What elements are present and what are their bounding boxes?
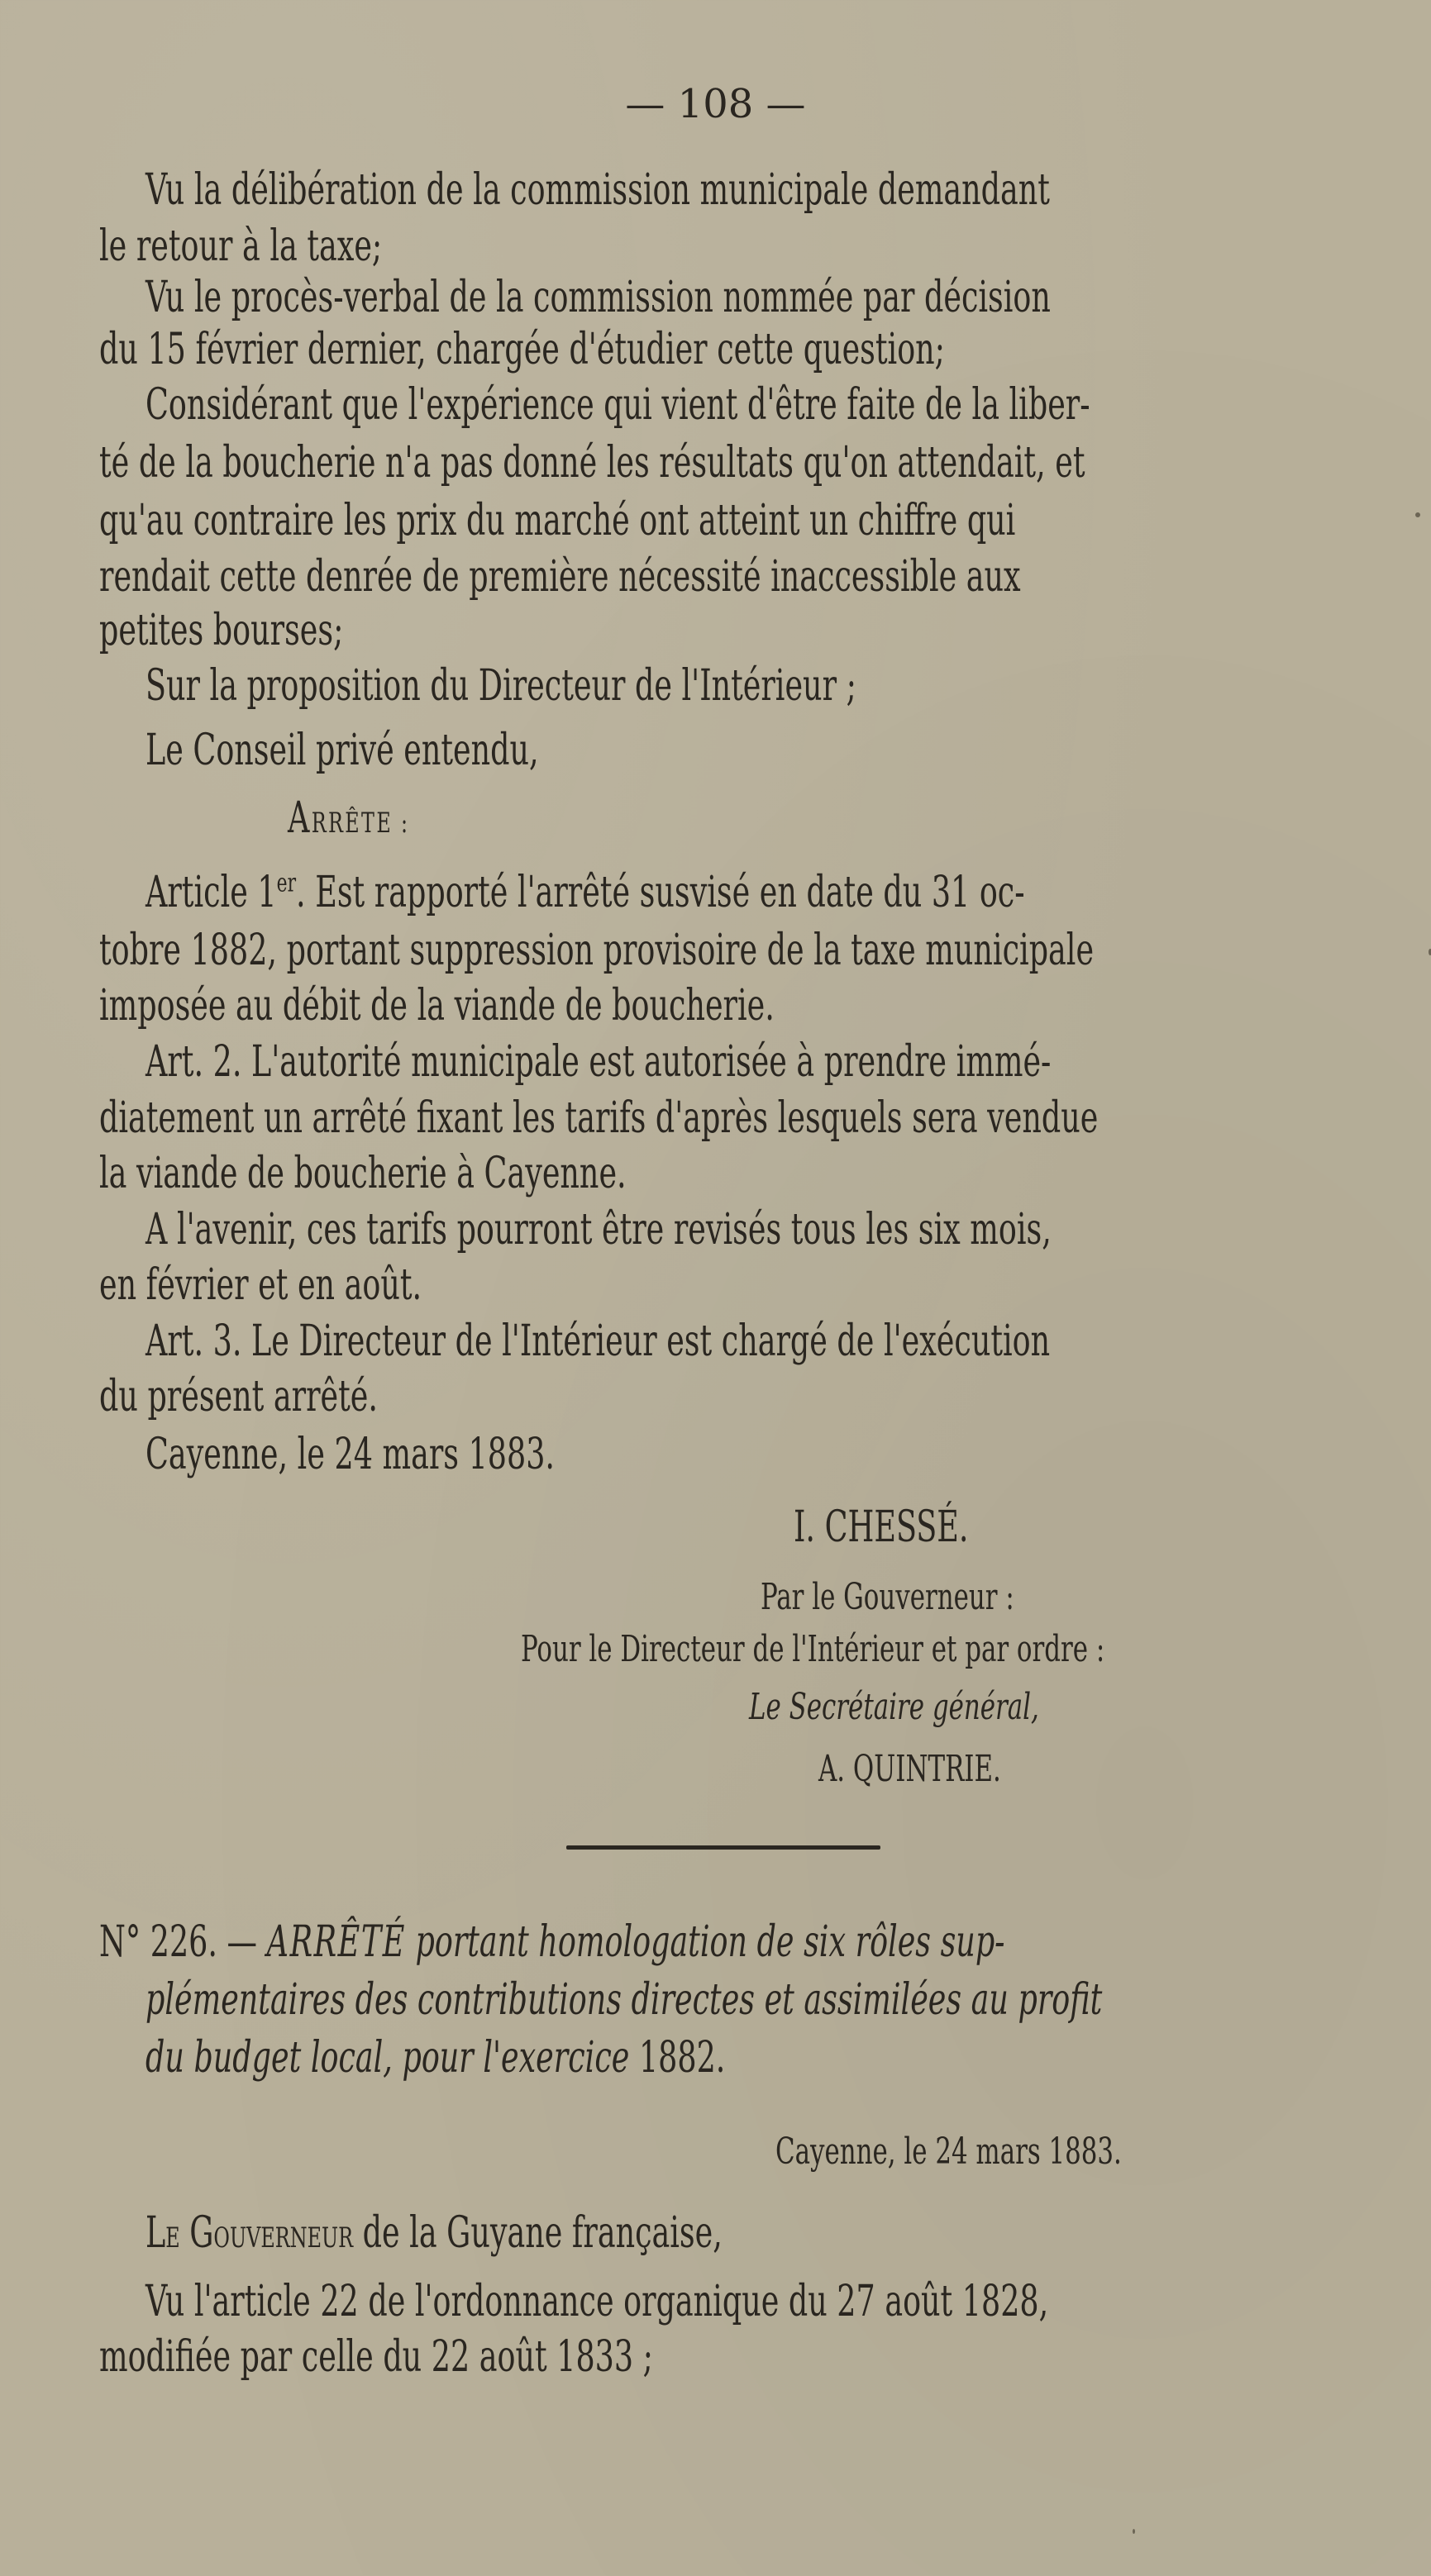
text-line: qu'au contraire les prix du marché ont atteint un chiffre qui	[99, 496, 1016, 545]
governor-le-rest: E	[165, 2221, 180, 2255]
text-line: Le Conseil privé entendu,	[145, 726, 539, 775]
governor-gouv-first: G	[189, 2208, 214, 2258]
governor-le-first: L	[145, 2208, 166, 2258]
article-1	[145, 868, 1025, 917]
text-line: Vu l'article 22 de l'ordonnance organique du 27 août 1828,	[145, 2277, 1049, 2326]
section-heading-line-2: plémentaires des contributions directes et assimilées au profit	[145, 1975, 1103, 2025]
article-1-sup: er	[276, 868, 297, 898]
section-number: N° 226.	[99, 1917, 217, 1967]
text-line: A l'avenir, ces tarifs pourront être revisés tous les six mois,	[145, 1205, 1052, 1255]
text-line: modifiée par celle du 22 août 1833 ;	[99, 2332, 653, 2382]
text-line: petites bourses;	[99, 606, 344, 655]
article-1-rest: . Est rapporté l'arrêté susvisé en date du 31 oc-	[296, 868, 1025, 917]
section-title-rest: portant homologation de six rôles sup-	[415, 1917, 1005, 1967]
page-number: — 108 —	[625, 81, 806, 127]
section-divider	[566, 1845, 880, 1850]
text-line: Vu le procès-verbal de la commission nommée par décision	[145, 273, 1051, 322]
text-line: Cayenne, le 24 mars 1883.	[145, 1430, 556, 1479]
arrete-heading	[288, 793, 409, 848]
text-line: du présent arrêté.	[99, 1372, 378, 1421]
signature-by-governor: Par le Gouverneur :	[761, 1576, 1014, 1618]
article-1-prefix: Article 1	[145, 868, 277, 917]
section-title-line3-a: du budget local, pour l'exercice	[145, 2033, 630, 2083]
text-line: Art. 3. Le Directeur de l'Intérieur est chargé de l'exécution	[145, 1317, 1051, 1366]
arrete-first-letter: A	[288, 793, 312, 843]
text-line: le retour à la taxe;	[99, 221, 383, 271]
section-title-line3-b: 1882.	[638, 2033, 726, 2083]
signature-name: I. CHESSÉ.	[794, 1502, 969, 1552]
text-line: diatement un arrêté fixant les tarifs d'après lesquels sera vendue	[99, 1093, 1099, 1143]
text-line: té de la boucherie n'a pas donné les résultats qu'on attendait, et	[99, 438, 1085, 488]
signature-order: Pour le Directeur de l'Intérieur et par ordre :	[521, 1628, 1105, 1670]
section-title-caps: ARRÊTÉ	[266, 1917, 406, 1967]
signature-title: Le Secrétaire général,	[749, 1686, 1039, 1728]
text-line: la viande de boucherie à Cayenne.	[99, 1149, 627, 1198]
text-line: imposée au débit de la viande de boucherie.	[99, 981, 775, 1031]
text-line: Art. 2. L'autorité municipale est autorisée à prendre immé-	[145, 1037, 1052, 1087]
section-heading-line-1	[99, 1917, 1004, 1967]
text-line: tobre 1882, portant suppression provisoire de la taxe municipale	[99, 926, 1095, 975]
section-date: Cayenne, le 24 mars 1883.	[775, 2131, 1122, 2173]
text-line: Sur la proposition du Directeur de l'Intérieur ;	[145, 661, 856, 711]
text-line: Considérant que l'expérience qui vient d'être faite de la liber-	[145, 380, 1090, 430]
text-line: en février et en août.	[99, 1260, 422, 1310]
governor-line	[145, 2208, 723, 2263]
governor-rest: de la Guyane française,	[362, 2208, 723, 2258]
paper-speck	[1133, 2529, 1135, 2534]
text-line: rendait cette denrée de première nécessité inaccessible aux	[99, 552, 1021, 602]
text-line: du 15 février dernier, chargée d'étudier cette question;	[99, 325, 945, 374]
signature-signer: A. QUINTRIE.	[818, 1748, 1001, 1790]
section-dash: —	[227, 1917, 258, 1967]
arrete-rest: RRÊTE :	[311, 807, 410, 840]
paper-speck	[1415, 512, 1420, 517]
section-heading-line-3	[145, 2033, 725, 2083]
governor-gouv-rest: OUVERNEUR	[213, 2221, 354, 2255]
text-line: Vu la délibération de la commission municipale demandant	[145, 165, 1050, 215]
